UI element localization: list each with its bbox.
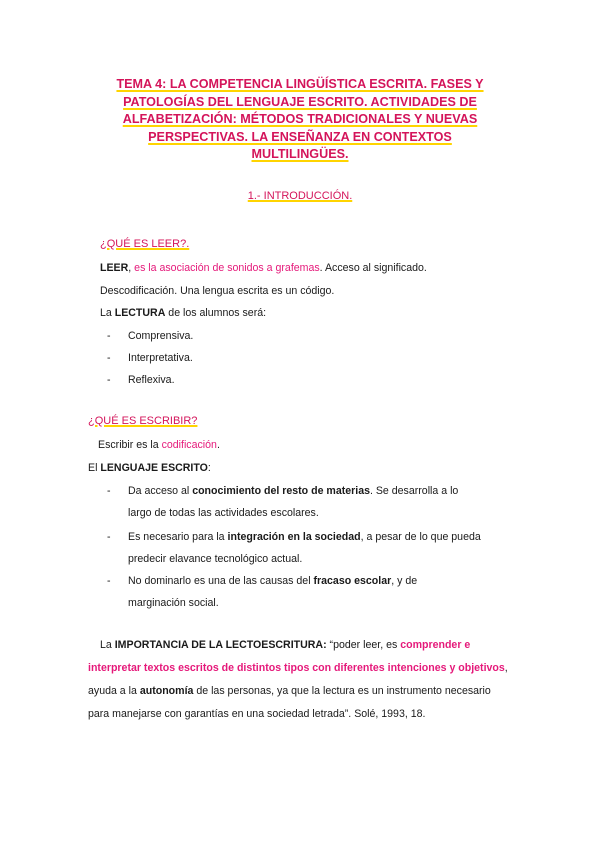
escribir-line-2: El LENGUAJE ESCRITO: [88,462,211,474]
title-line: MULTILINGÜES. [251,147,349,162]
escribir-line-1: Escribir es la codificación. [98,439,220,451]
question-leer: ¿QUÉ ES LEER?. [100,238,190,250]
title-line: TEMA 4: LA COMPETENCIA LINGÜÍSTICA ESCRITA. FASES Y [116,77,484,91]
title-line: PATOLOGÍAS DEL LENGUAJE ESCRITO. ACTIVIDADES DE [123,94,477,109]
list-item: Reflexiva. [128,374,175,386]
importancia-line-1: La IMPORTANCIA DE LA LECTOESCRITURA: “poder leer, es comprender e [100,639,471,651]
list-item-continuation: predecir elavance tecnológico actual. [128,553,303,565]
list-item-continuation: marginación social. [128,597,219,609]
importancia-line-2: interpretar textos escritos de distintos tipos con diferentes intenciones y objetivos, [88,662,508,674]
list-dash: - [107,374,111,386]
leer-line-2: Descodificación. Una lengua escrita es un código. [100,285,335,297]
list-item: Da acceso al conocimiento del resto de materias. Se desarrolla a lo [128,485,459,497]
list-dash: - [107,330,111,342]
leer-line-3: La LECTURA de los alumnos será: [100,307,267,319]
list-dash: - [107,575,111,587]
list-item: Interpretativa. [128,352,193,364]
section-heading: 1.- INTRODUCCIÓN. [247,190,353,202]
question-escribir: ¿QUÉ ES ESCRIBIR? [88,415,198,427]
list-dash: - [107,352,111,364]
list-dash: - [107,485,111,497]
list-item: No dominarlo es una de las causas del fracaso escolar, y de [128,575,418,587]
list-item: Es necesario para la integración en la sociedad, a pesar de lo que pueda [128,531,481,543]
list-item: Comprensiva. [128,330,194,342]
title-line: PERSPECTIVAS. LA ENSEÑANZA EN CONTEXTOS [148,129,452,144]
leer-line-1: LEER, es la asociación de sonidos a grafemas. Acceso al significado. [100,262,427,274]
document-title [88,76,512,164]
importancia-line-4: para manejarse con garantías en una sociedad letrada”. Solé, 1993, 18. [88,708,426,720]
list-dash: - [107,531,111,543]
title-line: ALFABETIZACIÓN: MÉTODOS TRADICIONALES Y NUEVAS [122,112,478,127]
list-item-continuation: largo de todas las actividades escolares. [128,507,319,519]
importancia-line-3: ayuda a la autonomía de las personas, ya que la lectura es un instrumento necesario [88,685,491,697]
